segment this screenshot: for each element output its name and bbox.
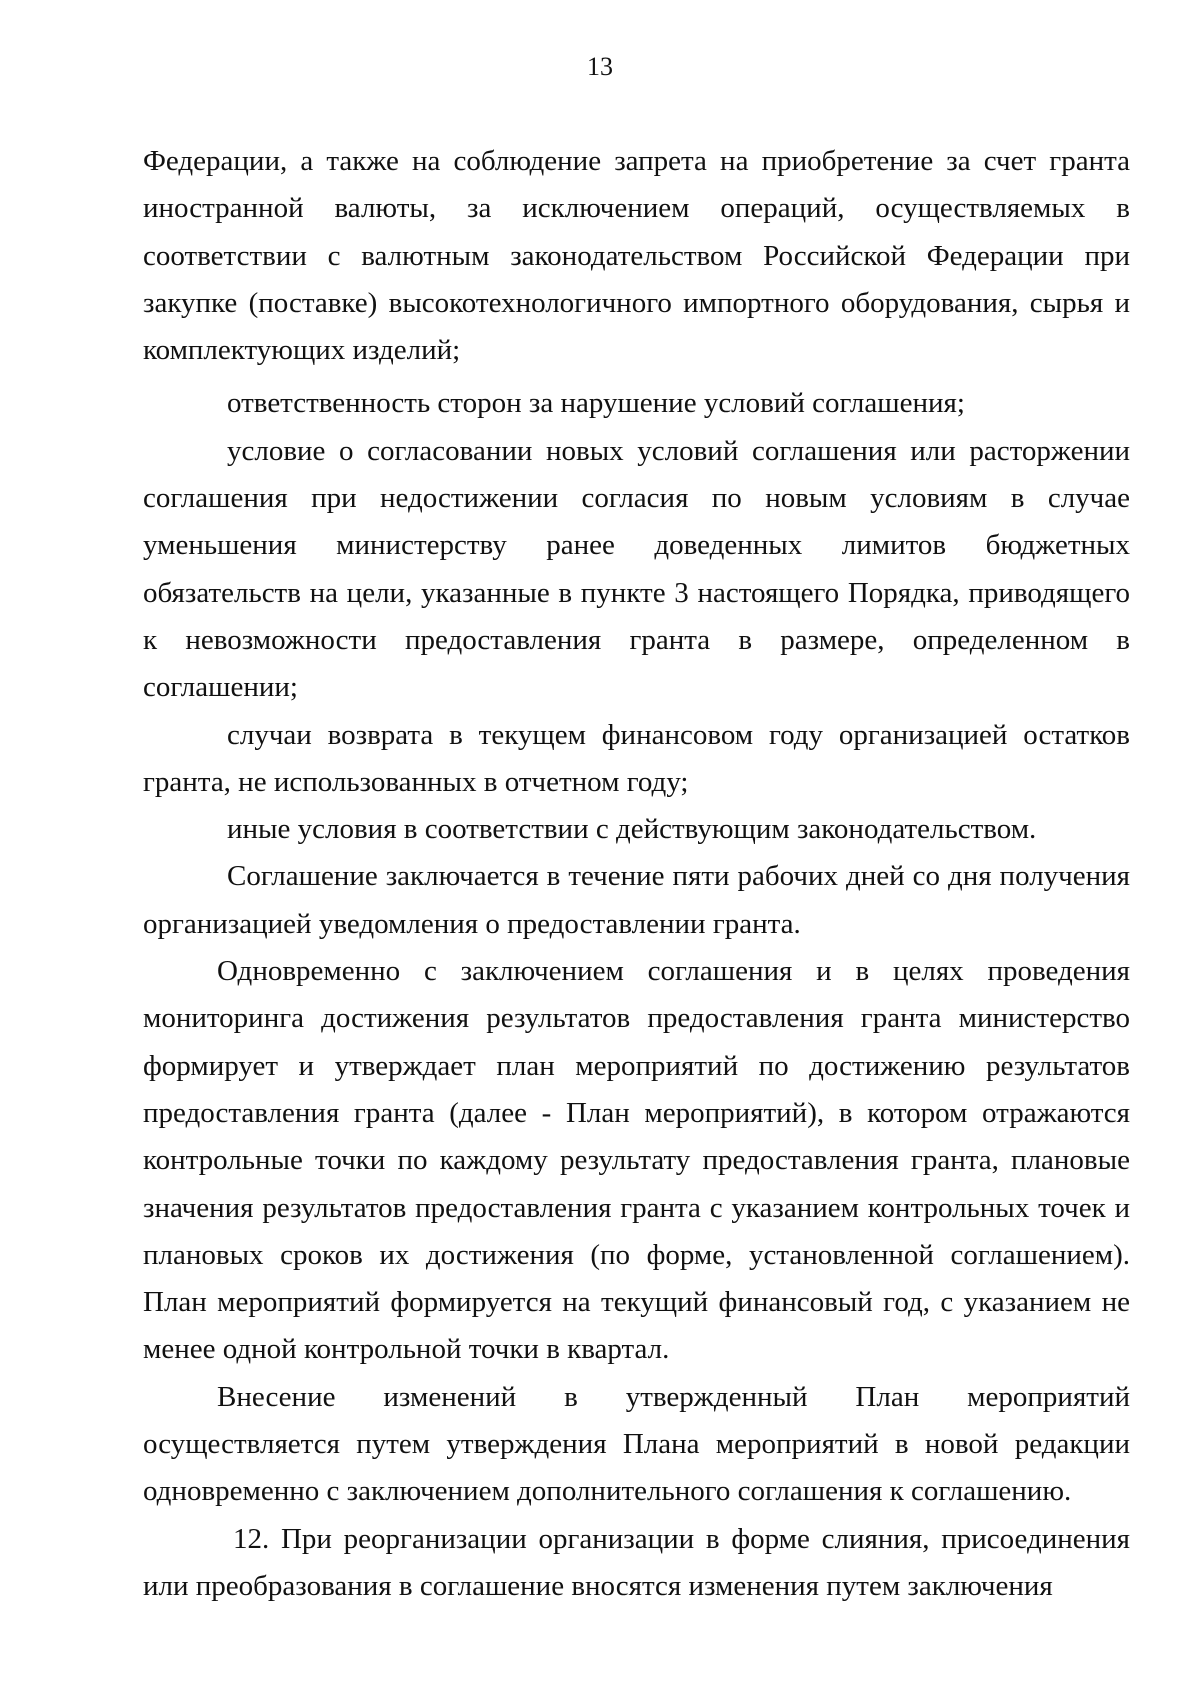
paragraph-action-plan: Одновременно с заключением соглашения и в целях проведения мониторинга достижения результатов предоставления гранта министерство формирует и утверждает план мероприятий по достижению результатов предоставления гранта (далее - План мероприятий), в котором отражаются контрольные точки по каждому результату предоставления гранта, плановые значения результатов предоставления гранта с указанием контрольных точек и плановых сроков их достижения (по форме, установленной соглашением). План мероприятий формируется на текущий финансовый год, с указанием не менее одной контрольной точки в квартал. [143,955,1130,1366]
paragraph-continuation: Федерации, а также на соблюдение запрета на приобретение за счет гранта иностранной валюты, за исключением операций, осуществляемых в соответствии с валютным законодательством Российской Федерации при закупке (поставке) высокотехнологичного импортного оборудования, сырья и комплектующих изделий; [143,145,1130,367]
paragraph-reorganization: 12. При реорганизации организации в форме слияния, присоединения или преобразования в соглашение вносятся изменения путем заключения [143,1522,1130,1602]
paragraph-responsibility: ответственность сторон за нарушение условий соглашения; [227,387,965,420]
document-body [143,138,1130,1610]
paragraph-refund-cases: случаи возврата в текущем финансовом году организацией остатков гранта, не использованных в отчетном году; [143,718,1130,798]
paragraph-other-conditions: иные условия в соответствии с действующим законодательством. [227,813,1037,846]
paragraph-agreement-term: Соглашение заключается в течение пяти рабочих дней со дня получения организацией уведомления о предоставлении гранта. [143,860,1130,940]
paragraph-plan-changes: Внесение изменений в утвержденный План мероприятий осуществляется путем утверждения Плана мероприятий в новой редакции одновременно с заключением дополнительного соглашения к соглашению. [143,1380,1130,1508]
paragraph-agreement-conditions: условие о согласовании новых условий соглашения или расторжении соглашения при недостижении согласия по новым условиям в случае уменьшения министерству ранее доведенных лимитов бюджетных обязательств на цели, указанные в пункте 3 настоящего Порядка, приводящего к невозможности предоставления гранта в размере, определенном в соглашении; [143,434,1130,704]
page-number: 13 [587,52,613,81]
